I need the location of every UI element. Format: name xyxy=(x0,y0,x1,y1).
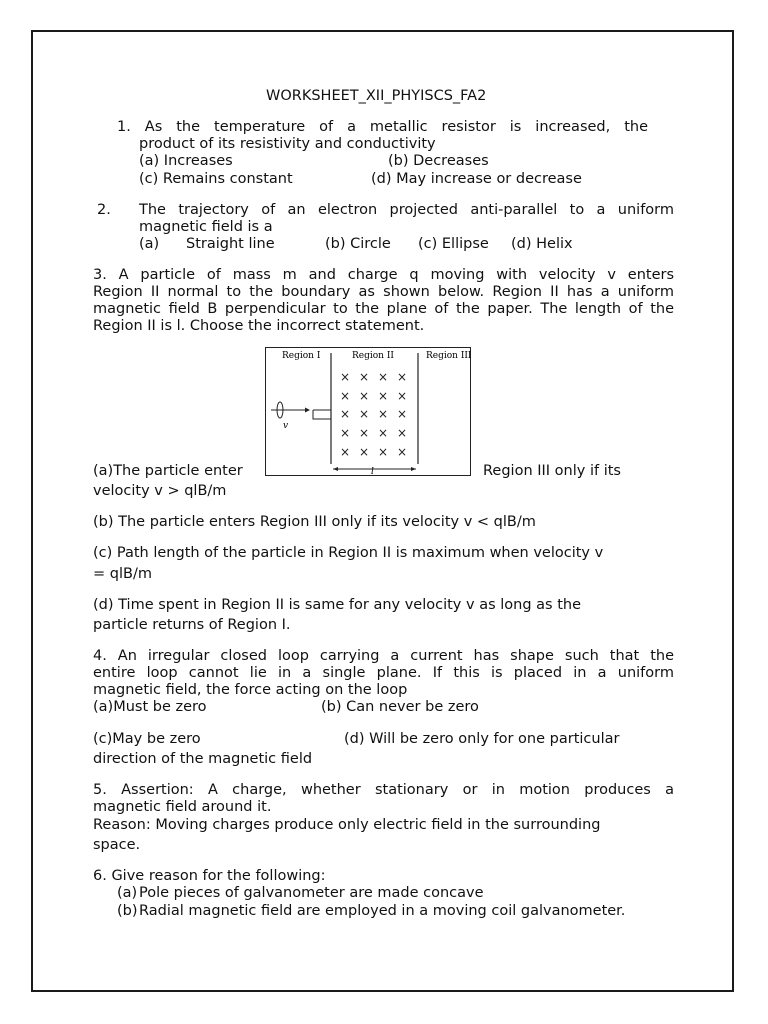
q2-stem-line2: magnetic field is a xyxy=(139,219,273,235)
svg-text:×: × xyxy=(340,445,351,459)
q5-reason-line2: space. xyxy=(93,837,141,853)
svg-text:×: × xyxy=(378,445,389,459)
q4-option-d-line2: direction of the magnetic field xyxy=(93,751,313,767)
q3-option-a-right: Region III only if its xyxy=(483,463,621,479)
svg-text:×: × xyxy=(359,389,370,403)
q3-option-a-line2: velocity v > qlB/m xyxy=(93,483,227,499)
velocity-label: v xyxy=(283,421,289,431)
magnetic-region-diagram xyxy=(265,347,471,476)
q4-option-c: (c)May be zero xyxy=(93,731,201,747)
q6-stem: 6. Give reason for the following: xyxy=(93,868,326,884)
region-2-label: Region II xyxy=(352,351,394,361)
q2-option-b: (b) Circle xyxy=(325,236,391,252)
q1-option-a: (a) Increases xyxy=(139,153,233,169)
q3-stem-line4: Region II is l. Choose the incorrect statement. xyxy=(93,318,425,334)
svg-text:×: × xyxy=(359,445,370,459)
q5-assertion-line2: magnetic field around it. xyxy=(93,799,272,815)
q3-option-c-line1: (c) Path length of the particle in Region II is maximum when velocity v xyxy=(93,545,604,561)
q3-option-d-line1: (d) Time spent in Region II is same for any velocity v as long as the xyxy=(93,597,581,613)
q1-stem-line1: 1. As the temperature of a metallic resistor is increased, the xyxy=(117,119,648,135)
svg-text:×: × xyxy=(340,389,351,403)
q4-stem-line2: entire loop cannot lie in a single plane. If this is placed in a uniform xyxy=(93,665,674,681)
q3-option-d-line2: particle returns of Region I. xyxy=(93,617,291,633)
q3-stem-line2: Region II normal to the boundary as shown below. Region II has a uniform xyxy=(93,284,674,300)
q4-option-b: (b) Can never be zero xyxy=(321,699,479,715)
svg-text:×: × xyxy=(359,407,370,421)
q2-option-a-marker: (a) xyxy=(139,236,160,252)
svg-text:×: × xyxy=(397,426,408,440)
q3-option-b: (b) The particle enters Region III only if its velocity v < qlB/m xyxy=(93,514,536,530)
q2-option-c: (c) Ellipse xyxy=(418,236,489,252)
q3-option-a-left: (a)The particle enter xyxy=(93,463,243,479)
q2-option-a: Straight line xyxy=(186,236,275,252)
q2-number: 2. xyxy=(97,202,111,218)
svg-text:×: × xyxy=(397,389,408,403)
q3-stem-line3: magnetic field B perpendicular to the plane of the paper. The length of the xyxy=(93,301,674,317)
svg-text:×: × xyxy=(340,370,351,384)
q1-option-d: (d) May increase or decrease xyxy=(371,171,582,187)
svg-text:×: × xyxy=(397,407,408,421)
region-3-label: Region III xyxy=(426,351,471,361)
q1-option-b: (b) Decreases xyxy=(388,153,489,169)
svg-text:×: × xyxy=(359,370,370,384)
q2-stem-line1: The trajectory of an electron projected anti-parallel to a uniform xyxy=(139,202,674,218)
length-label: l xyxy=(371,467,374,476)
worksheet-title: WORKSHEET_XII_PHYISCS_FA2 xyxy=(266,88,487,104)
svg-text:×: × xyxy=(378,389,389,403)
q6-part-b: Radial magnetic field are employed in a moving coil galvanometer. xyxy=(139,903,626,919)
svg-text:×: × xyxy=(359,426,370,440)
svg-text:×: × xyxy=(378,426,389,440)
q4-stem-line3: magnetic field, the force acting on the loop xyxy=(93,682,408,698)
q5-assertion-line1: 5. Assertion: A charge, whether stationary or in motion produces a xyxy=(93,782,674,798)
svg-text:×: × xyxy=(340,407,351,421)
q6-part-b-marker: (b) xyxy=(117,903,138,919)
q1-stem-line2: product of its resistivity and conductivity xyxy=(139,136,436,152)
svg-text:×: × xyxy=(340,426,351,440)
q2-option-d: (d) Helix xyxy=(511,236,573,252)
q3-stem-line1: 3. A particle of mass m and charge q moving with velocity v enters xyxy=(93,267,674,283)
q6-part-a-marker: (a) xyxy=(117,885,138,901)
svg-text:×: × xyxy=(378,370,389,384)
q3-option-c-line2: = qlB/m xyxy=(93,566,152,582)
q4-stem-line1: 4. An irregular closed loop carrying a current has shape such that the xyxy=(93,648,674,664)
q4-option-a: (a)Must be zero xyxy=(93,699,207,715)
svg-text:×: × xyxy=(397,370,408,384)
region-1-label: Region I xyxy=(282,351,321,361)
svg-text:×: × xyxy=(397,445,408,459)
q1-option-c: (c) Remains constant xyxy=(139,171,293,187)
q4-option-d: (d) Will be zero only for one particular xyxy=(344,731,620,747)
q6-part-a: Pole pieces of galvanometer are made concave xyxy=(139,885,484,901)
q5-reason-line1: Reason: Moving charges produce only electric field in the surrounding xyxy=(93,817,601,833)
svg-text:×: × xyxy=(378,407,389,421)
